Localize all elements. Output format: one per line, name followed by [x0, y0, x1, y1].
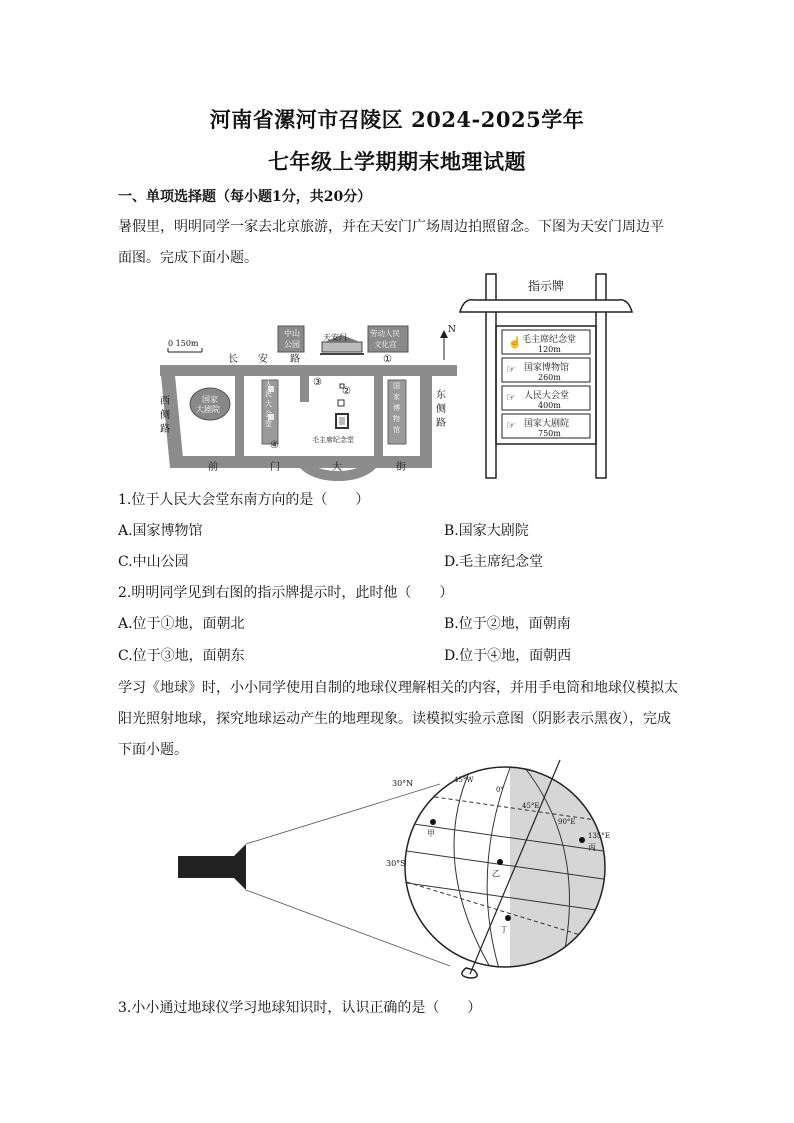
lon-0-label: 0°	[496, 786, 504, 794]
changan-char-2: 安	[258, 354, 268, 365]
qianmen-char-4: 街	[396, 462, 406, 473]
qianmen-char-2: 门	[270, 462, 280, 473]
sign-item-dist: 260m	[538, 373, 561, 382]
q1-option-b[interactable]: B.国家大剧院	[444, 523, 529, 539]
museum-char-4: 物	[393, 415, 400, 423]
question-2-stem: 2.明明同学见到右图的指示牌提示时，此时他（ ）	[118, 585, 454, 601]
lon-45e-label: 45°E	[522, 802, 540, 810]
document-title-line1: 河南省漯河市召陵区 2024-2025学年	[209, 107, 585, 132]
sign-item-name: 人民大会堂	[524, 391, 570, 401]
changan-char-3: 路	[290, 354, 300, 365]
labor-palace-label-2: 文化宫	[374, 340, 397, 349]
hand-right-icon: ☞	[506, 363, 516, 376]
marker-3: ③	[313, 377, 322, 388]
intro-text-line1: 暑假里，明明同学一家去北京旅游，并在天安门广场周边拍照留念。下图为天安门周边平	[118, 219, 664, 235]
museum-char-3: 博	[393, 404, 400, 412]
question-3-stem: 3.小小通过地球仪学习地球知识时，认识正确的是（ ）	[118, 1000, 482, 1016]
qianmen-char-3: 大	[332, 462, 342, 473]
scale-label: 0 150m	[168, 339, 199, 348]
q1-option-c[interactable]: C.中山公园	[118, 554, 189, 570]
lon-45w-label: 45°W	[454, 776, 474, 784]
hand-up-icon: ☝	[508, 336, 522, 349]
zhongshan-park-label-1: 中山	[284, 329, 300, 338]
intro-text-line2: 面图。完成下面小题。	[118, 250, 258, 266]
lon-135e-label: 135°E	[588, 832, 610, 840]
zhongshan-park-label-2: 公园	[284, 340, 300, 349]
great-hall-char-4: 会	[265, 410, 272, 418]
intro2-text-line2: 阳光照射地球，探究地球运动产生的地理现象。读模拟实验示意图（阴影表示黑夜），完成	[118, 711, 671, 727]
sign-item-dist: 400m	[538, 401, 561, 410]
signboard	[458, 272, 634, 480]
west-road-char-2: 侧	[160, 410, 170, 421]
q2-option-b[interactable]: B.位于②地，面朝南	[444, 616, 571, 632]
q1-option-d[interactable]: D.毛主席纪念堂	[444, 554, 544, 570]
flashlight-icon	[178, 856, 234, 878]
hand-left-icon: ☞	[506, 419, 516, 432]
q2-option-a[interactable]: A.位于①地，面朝北	[118, 616, 245, 632]
point-jia-label: 甲	[427, 829, 435, 838]
tiananmen-label: 天安门	[323, 333, 347, 342]
lat-30s-label: 30°S	[386, 859, 406, 868]
document-title-line2: 七年级上学期期末地理试题	[268, 149, 526, 174]
sign-item-name: 国家博物馆	[524, 363, 570, 373]
q1-option-a[interactable]: A.国家博物馆	[118, 523, 203, 539]
globe-experiment-diagram	[170, 762, 670, 990]
intro2-text-line1: 学习《地球》时，小小同学使用自制的地球仪理解相关的内容，并用手电筒和地球仪模拟太	[118, 680, 678, 696]
museum-char-2: 家	[393, 393, 400, 401]
west-road-char-1: 西	[160, 396, 170, 407]
q2-option-d[interactable]: D.位于④地，面朝西	[444, 648, 572, 664]
museum-char-1: 国	[393, 382, 400, 390]
lon-90e-label: 90°E	[558, 818, 576, 826]
mausoleum-label: 毛主席纪念堂	[312, 436, 354, 444]
sign-item-dist: 120m	[538, 345, 561, 354]
marker-4: ④	[270, 440, 279, 451]
labor-palace-label-1: 劳动人民	[370, 329, 400, 338]
hand-left-icon: ☞	[506, 391, 516, 404]
great-hall-char-3: 大	[265, 400, 272, 408]
point-bing-label: 丙	[588, 843, 596, 852]
sign-item-name: 毛主席纪念堂	[522, 335, 577, 345]
east-road-char-3: 路	[436, 418, 446, 429]
point-ding-label: 丁	[500, 925, 508, 934]
sign-item-name: 国家大剧院	[524, 419, 570, 429]
question-1-stem: 1.位于人民大会堂东南方向的是（ ）	[118, 492, 370, 508]
q2-option-c[interactable]: C.位于③地，面朝东	[118, 648, 245, 664]
museum-char-5: 馆	[393, 426, 400, 434]
point-yi-label: 乙	[492, 869, 500, 878]
west-road-char-3: 路	[160, 424, 170, 435]
marker-1: ①	[383, 354, 392, 365]
sign-item-dist: 750m	[538, 429, 561, 438]
grand-theatre-label-1: 国家	[202, 395, 218, 404]
great-hall-char-1: 人	[265, 380, 272, 388]
marker-2: ②	[342, 386, 351, 397]
great-hall-char-2: 民	[265, 390, 272, 398]
signboard-title: 指示牌	[528, 279, 565, 293]
tiananmen-area-map	[150, 318, 460, 478]
qianmen-char-1: 前	[208, 462, 218, 473]
intro2-text-line3: 下面小题。	[118, 742, 188, 758]
east-road-char-1: 东	[436, 390, 446, 401]
changan-char-1: 长	[228, 354, 238, 365]
north-label: N	[448, 325, 456, 335]
great-hall-char-5: 堂	[265, 420, 272, 428]
grand-theatre-label-2: 大剧院	[196, 405, 220, 414]
section-heading: 一、单项选择题（每小题1分，共20分）	[118, 189, 372, 205]
lat-30n-label: 30°N	[392, 779, 414, 788]
east-road-char-2: 侧	[436, 404, 446, 415]
